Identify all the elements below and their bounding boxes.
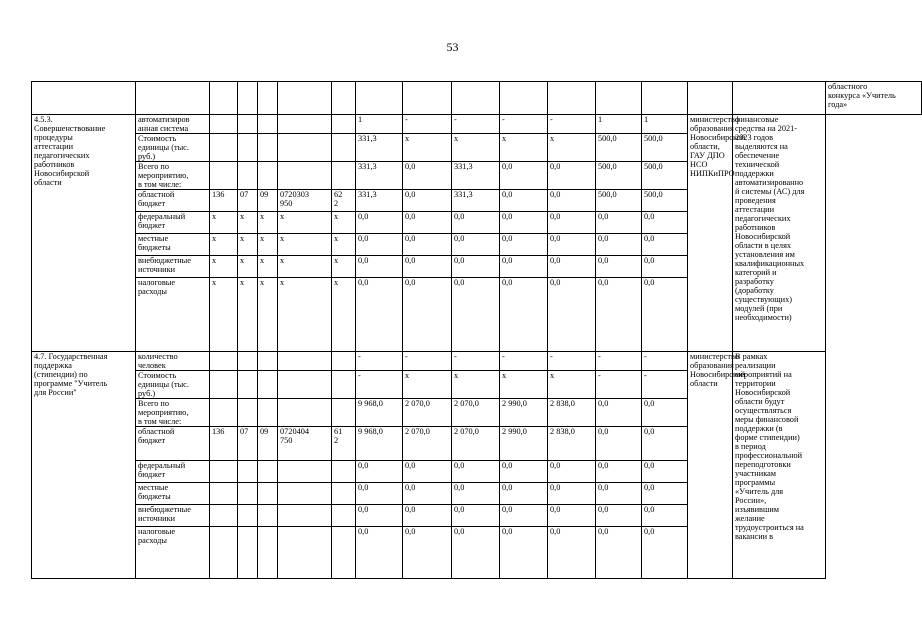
value-cell: 500,0 bbox=[642, 134, 688, 162]
code-pr bbox=[258, 162, 278, 190]
value-cell: 0,0 bbox=[500, 234, 548, 256]
code-pr bbox=[258, 483, 278, 505]
code-rz: х bbox=[238, 212, 258, 234]
value-cell: 9 968,0 bbox=[356, 399, 403, 427]
value-cell: 0,0 bbox=[548, 162, 596, 190]
value-cell: 0,0 bbox=[500, 190, 548, 212]
value-cell: 500,0 bbox=[596, 190, 642, 212]
code-csr bbox=[278, 371, 332, 399]
value-cell: 0,0 bbox=[500, 256, 548, 278]
code-pr: х bbox=[258, 212, 278, 234]
code-vr bbox=[332, 352, 356, 371]
code-rz bbox=[238, 134, 258, 162]
code-rz bbox=[238, 483, 258, 505]
code-grbs: х bbox=[210, 212, 238, 234]
indicator-label: внебюджетные источники bbox=[136, 256, 210, 278]
value-cell: 2 838,0 bbox=[548, 399, 596, 427]
indicator-label: местные бюджеты bbox=[136, 483, 210, 505]
code-grbs: 136 bbox=[210, 190, 238, 212]
value-cell: 0,0 bbox=[452, 461, 500, 483]
value-cell: 0,0 bbox=[642, 427, 688, 461]
value-cell: 0,0 bbox=[500, 483, 548, 505]
code-vr bbox=[332, 461, 356, 483]
value-cell: 0,0 bbox=[356, 527, 403, 579]
value-cell: 2 838,0 bbox=[548, 427, 596, 461]
value-cell: - bbox=[596, 352, 642, 371]
value-cell: 0,0 bbox=[452, 212, 500, 234]
value-cell: 0,0 bbox=[642, 527, 688, 579]
code-csr bbox=[278, 115, 332, 134]
value-cell: 0,0 bbox=[356, 278, 403, 352]
code-grbs bbox=[210, 115, 238, 134]
value-cell: 0,0 bbox=[642, 212, 688, 234]
code-rz bbox=[238, 461, 258, 483]
code-grbs bbox=[210, 352, 238, 371]
indicator-label: федеральный бюджет bbox=[136, 461, 210, 483]
code-grbs: х bbox=[210, 256, 238, 278]
value-cell: 500,0 bbox=[596, 162, 642, 190]
code-csr: х bbox=[278, 212, 332, 234]
value-cell: 331,3 bbox=[452, 190, 500, 212]
value-cell: 0,0 bbox=[356, 483, 403, 505]
code-vr bbox=[332, 115, 356, 134]
code-csr bbox=[278, 483, 332, 505]
code-pr bbox=[258, 115, 278, 134]
value-cell: 0,0 bbox=[596, 256, 642, 278]
code-grbs bbox=[210, 399, 238, 427]
value-cell: 0,0 bbox=[403, 505, 452, 527]
value-cell: 500,0 bbox=[642, 162, 688, 190]
code-rz bbox=[238, 527, 258, 579]
value-cell: 0,0 bbox=[356, 234, 403, 256]
code-grbs bbox=[210, 461, 238, 483]
value-cell: 0,0 bbox=[596, 461, 642, 483]
value-cell: 0,0 bbox=[596, 427, 642, 461]
value-cell: 0,0 bbox=[596, 527, 642, 579]
value-cell: 0,0 bbox=[596, 399, 642, 427]
code-pr bbox=[258, 399, 278, 427]
code-grbs bbox=[210, 483, 238, 505]
code-csr: х bbox=[278, 234, 332, 256]
code-rz: х bbox=[238, 234, 258, 256]
budget-table bbox=[31, 81, 922, 579]
code-rz bbox=[238, 399, 258, 427]
executor: министерство образования Новосибирской области bbox=[688, 352, 733, 579]
value-cell: 0,0 bbox=[500, 505, 548, 527]
value-cell: 0,0 bbox=[642, 278, 688, 352]
value-cell: 9 968,0 bbox=[356, 427, 403, 461]
value-cell: - bbox=[403, 115, 452, 134]
code-grbs bbox=[210, 527, 238, 579]
value-cell: 331,3 bbox=[356, 162, 403, 190]
value-cell: 0,0 bbox=[452, 256, 500, 278]
code-vr bbox=[332, 527, 356, 579]
code-csr bbox=[278, 527, 332, 579]
code-vr bbox=[332, 505, 356, 527]
value-cell: х bbox=[403, 371, 452, 399]
value-cell: 0,0 bbox=[596, 234, 642, 256]
code-vr bbox=[332, 162, 356, 190]
code-csr: 0720404 750 bbox=[278, 427, 332, 461]
value-cell: х bbox=[548, 134, 596, 162]
value-cell: 331,3 bbox=[356, 134, 403, 162]
code-rz: х bbox=[238, 278, 258, 352]
value-cell: 0,0 bbox=[403, 234, 452, 256]
code-vr: х bbox=[332, 256, 356, 278]
indicator-label: налоговые расходы bbox=[136, 527, 210, 579]
code-csr: х bbox=[278, 256, 332, 278]
value-cell: 1 bbox=[642, 115, 688, 134]
value-cell: - bbox=[452, 352, 500, 371]
value-cell: 0,0 bbox=[452, 527, 500, 579]
code-vr bbox=[332, 399, 356, 427]
indicator-label: Всего по мероприятию, в том числе: bbox=[136, 162, 210, 190]
value-cell: 1 bbox=[596, 115, 642, 134]
value-cell: 2 070,0 bbox=[452, 399, 500, 427]
code-pr: х bbox=[258, 234, 278, 256]
value-cell: 1 bbox=[356, 115, 403, 134]
code-pr: 09 bbox=[258, 190, 278, 212]
value-cell: - bbox=[548, 115, 596, 134]
value-cell: 0,0 bbox=[356, 505, 403, 527]
code-vr bbox=[332, 134, 356, 162]
value-cell: 0,0 bbox=[500, 527, 548, 579]
value-cell: 0,0 bbox=[403, 212, 452, 234]
value-cell: 2 990,0 bbox=[500, 427, 548, 461]
code-csr bbox=[278, 461, 332, 483]
value-cell: 0,0 bbox=[356, 461, 403, 483]
code-vr: х bbox=[332, 212, 356, 234]
code-grbs: х bbox=[210, 234, 238, 256]
page-number: 53 bbox=[446, 40, 459, 54]
code-pr bbox=[258, 371, 278, 399]
value-cell: 0,0 bbox=[500, 162, 548, 190]
indicator-label: автоматизиров анная система bbox=[136, 115, 210, 134]
value-cell: 0,0 bbox=[403, 483, 452, 505]
code-pr: х bbox=[258, 256, 278, 278]
indicator-label: налоговые расходы bbox=[136, 278, 210, 352]
code-grbs bbox=[210, 371, 238, 399]
value-cell: 2 070,0 bbox=[403, 427, 452, 461]
header-note: областного конкурса «Учитель года» bbox=[826, 82, 922, 115]
executor: министерство образования Новосибирской области, ГАУ ДПО НСО НИПКиПРО bbox=[688, 115, 733, 352]
value-cell: - bbox=[356, 352, 403, 371]
value-cell: - bbox=[356, 371, 403, 399]
value-cell: 0,0 bbox=[452, 278, 500, 352]
code-vr: х bbox=[332, 234, 356, 256]
code-csr bbox=[278, 134, 332, 162]
value-cell: 0,0 bbox=[403, 278, 452, 352]
value-cell: 0,0 bbox=[500, 278, 548, 352]
value-cell: 2 070,0 bbox=[403, 399, 452, 427]
value-cell: х bbox=[500, 134, 548, 162]
value-cell: 0,0 bbox=[642, 234, 688, 256]
expected-result: финансовые средства на 2021- 2023 годов выделяются на обеспечение технической поддержки автоматизированно й системы (АС) для проведения аттестации педагогических работников Новосибирской области в целях установления им квалификационных категорий и разработку (доработку существующих) модулей (при необходимости) bbox=[733, 115, 826, 352]
value-cell: - bbox=[452, 115, 500, 134]
code-rz: х bbox=[238, 256, 258, 278]
value-cell: 0,0 bbox=[642, 256, 688, 278]
indicator-label: количество человек bbox=[136, 352, 210, 371]
value-cell: 0,0 bbox=[548, 234, 596, 256]
code-grbs: 136 bbox=[210, 427, 238, 461]
value-cell: 0,0 bbox=[596, 483, 642, 505]
value-cell: х bbox=[452, 371, 500, 399]
value-cell: 0,0 bbox=[548, 461, 596, 483]
code-csr bbox=[278, 352, 332, 371]
value-cell: 0,0 bbox=[548, 505, 596, 527]
code-grbs bbox=[210, 134, 238, 162]
code-rz bbox=[238, 162, 258, 190]
code-grbs bbox=[210, 505, 238, 527]
value-cell: 500,0 bbox=[642, 190, 688, 212]
code-pr bbox=[258, 461, 278, 483]
value-cell: 0,0 bbox=[548, 256, 596, 278]
value-cell: 0,0 bbox=[642, 399, 688, 427]
value-cell: 0,0 bbox=[596, 278, 642, 352]
value-cell: х bbox=[548, 371, 596, 399]
value-cell: 500,0 bbox=[596, 134, 642, 162]
table-row bbox=[32, 82, 922, 115]
value-cell: х bbox=[452, 134, 500, 162]
code-rz bbox=[238, 371, 258, 399]
value-cell: 0,0 bbox=[548, 483, 596, 505]
value-cell: 0,0 bbox=[500, 461, 548, 483]
value-cell: 2 070,0 bbox=[452, 427, 500, 461]
value-cell: х bbox=[500, 371, 548, 399]
value-cell: - bbox=[403, 352, 452, 371]
value-cell: 0,0 bbox=[403, 527, 452, 579]
measure-name: 4.5.3. Совершенствование процедуры аттестации педагогических работников Новосибирской области bbox=[32, 115, 136, 352]
value-cell: 0,0 bbox=[596, 505, 642, 527]
value-cell: 0,0 bbox=[452, 483, 500, 505]
table-row bbox=[32, 115, 922, 134]
code-csr bbox=[278, 399, 332, 427]
value-cell: - bbox=[596, 371, 642, 399]
code-csr bbox=[278, 505, 332, 527]
code-pr bbox=[258, 527, 278, 579]
code-rz bbox=[238, 505, 258, 527]
value-cell: 0,0 bbox=[403, 461, 452, 483]
value-cell: 0,0 bbox=[403, 162, 452, 190]
indicator-label: областной бюджет bbox=[136, 190, 210, 212]
value-cell: 331,3 bbox=[452, 162, 500, 190]
value-cell: 0,0 bbox=[548, 212, 596, 234]
expected-result: В рамках реализации мероприятий на территории Новосибирской области будут осуществляться меры финансовой поддержки (в форме стипендии) в период профессиональной переподготовки участникам программы «Учитель для России», изъявившим желание трудоустроиться на вакансии в bbox=[733, 352, 826, 579]
value-cell: х bbox=[403, 134, 452, 162]
indicator-label: Стоимость единицы (тыс. руб.) bbox=[136, 134, 210, 162]
indicator-label: внебюджетные источники bbox=[136, 505, 210, 527]
indicator-label: Всего по мероприятию, в том числе: bbox=[136, 399, 210, 427]
value-cell: 331,3 bbox=[356, 190, 403, 212]
value-cell: - bbox=[548, 352, 596, 371]
value-cell: 0,0 bbox=[452, 505, 500, 527]
code-vr: 62 2 bbox=[332, 190, 356, 212]
value-cell: 0,0 bbox=[356, 212, 403, 234]
code-pr: х bbox=[258, 278, 278, 352]
code-vr: 61 2 bbox=[332, 427, 356, 461]
value-cell: - bbox=[642, 352, 688, 371]
measure-name: 4.7. Государственная поддержка (стипендии) по программе "Учитель для России" bbox=[32, 352, 136, 579]
value-cell: 0,0 bbox=[403, 190, 452, 212]
code-vr: х bbox=[332, 278, 356, 352]
code-rz bbox=[238, 352, 258, 371]
code-pr bbox=[258, 352, 278, 371]
value-cell: 0,0 bbox=[642, 483, 688, 505]
value-cell: 0,0 bbox=[642, 461, 688, 483]
table-row bbox=[32, 352, 922, 371]
value-cell: 0,0 bbox=[356, 256, 403, 278]
code-grbs bbox=[210, 162, 238, 190]
indicator-label: местные бюджеты bbox=[136, 234, 210, 256]
code-csr bbox=[278, 162, 332, 190]
value-cell: 2 990,0 bbox=[500, 399, 548, 427]
code-csr: 0720303 950 bbox=[278, 190, 332, 212]
value-cell: 0,0 bbox=[548, 190, 596, 212]
value-cell: 0,0 bbox=[452, 234, 500, 256]
code-vr bbox=[332, 371, 356, 399]
code-csr: х bbox=[278, 278, 332, 352]
code-rz: 07 bbox=[238, 190, 258, 212]
code-vr bbox=[332, 483, 356, 505]
code-rz: 07 bbox=[238, 427, 258, 461]
indicator-label: областной бюджет bbox=[136, 427, 210, 461]
value-cell: 0,0 bbox=[596, 212, 642, 234]
value-cell: - bbox=[500, 352, 548, 371]
code-rz bbox=[238, 115, 258, 134]
indicator-label: федеральный бюджет bbox=[136, 212, 210, 234]
value-cell: 0,0 bbox=[642, 505, 688, 527]
value-cell: 0,0 bbox=[500, 212, 548, 234]
value-cell: - bbox=[500, 115, 548, 134]
code-pr: 09 bbox=[258, 427, 278, 461]
indicator-label: Стоимость единицы (тыс. руб.) bbox=[136, 371, 210, 399]
value-cell: - bbox=[642, 371, 688, 399]
code-grbs: х bbox=[210, 278, 238, 352]
value-cell: 0,0 bbox=[548, 527, 596, 579]
value-cell: 0,0 bbox=[403, 256, 452, 278]
code-pr bbox=[258, 505, 278, 527]
value-cell: 0,0 bbox=[548, 278, 596, 352]
code-pr bbox=[258, 134, 278, 162]
